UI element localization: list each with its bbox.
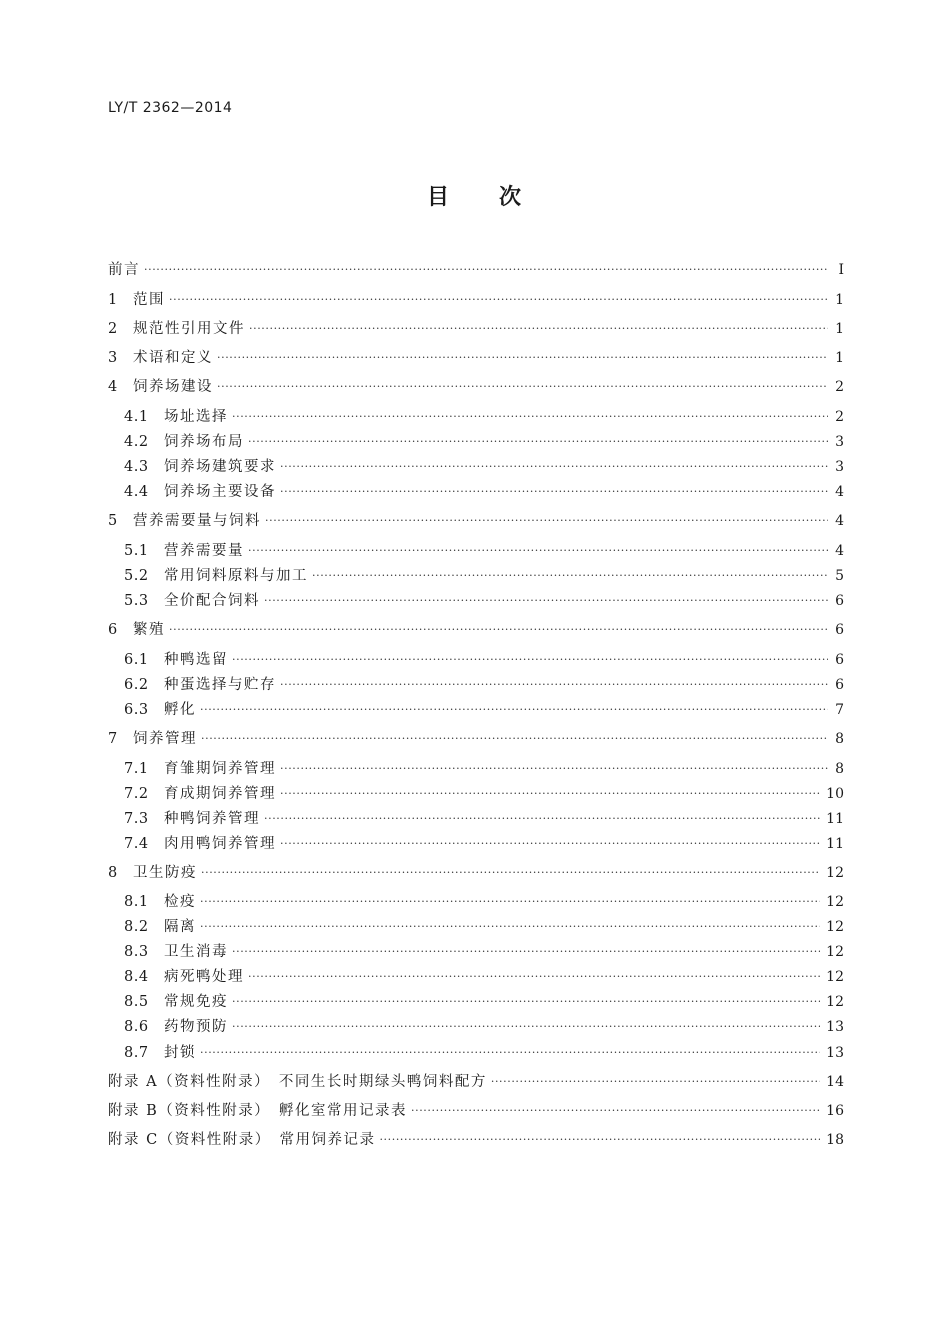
toc-entry-label: 前言 (108, 262, 140, 278)
toc-entry-appendix-a[interactable] (108, 1071, 844, 1093)
toc-leader-dots (280, 758, 828, 780)
toc-leader-dots (232, 941, 820, 963)
toc-entry-label: 饲养场布局 (164, 434, 244, 450)
toc-entry-page: 3 (835, 459, 844, 475)
toc-subentry[interactable] (124, 758, 844, 780)
toc-entry-page: 11 (826, 811, 844, 827)
toc-entry-number: 5.3 (124, 593, 149, 609)
toc-entry-number: 6.2 (124, 677, 149, 693)
toc-subentry[interactable] (124, 916, 844, 938)
toc-entry[interactable] (108, 376, 844, 398)
toc-entry-number: 8.4 (124, 969, 149, 985)
toc-entry-appendix-b[interactable] (108, 1100, 844, 1122)
toc-leader-dots (217, 347, 828, 369)
toc-subentry[interactable] (124, 783, 844, 805)
toc-entry-page: 6 (835, 593, 844, 609)
title-part-1: 目 (426, 185, 451, 210)
toc-subentry[interactable] (124, 431, 844, 453)
toc-entry-label: 场址选择 (164, 409, 228, 425)
toc-leader-dots (265, 510, 828, 532)
toc-entry-number: 8.2 (124, 919, 149, 935)
toc-leader-dots (280, 833, 820, 855)
toc-entry-page: 8 (835, 761, 844, 777)
toc-entry-page: 12 (826, 865, 844, 881)
toc-entry-page: 10 (826, 786, 844, 802)
toc-leader-dots (379, 1129, 820, 1151)
toc-entry-label: 卫生消毒 (164, 944, 228, 960)
toc-entry-label: 检疫 (164, 894, 196, 910)
toc-entry-page: 6 (835, 652, 844, 668)
toc-entry-number: 4.3 (124, 459, 149, 475)
toc-entry-label: 营养需要量 (164, 543, 244, 559)
toc-leader-dots (312, 565, 828, 587)
toc-leader-dots (264, 808, 820, 830)
toc-entry-label: 封锁 (164, 1045, 196, 1061)
toc-entry-label: 种蛋选择与贮存 (164, 677, 276, 693)
toc-entry-label: 育雏期饲养管理 (164, 761, 276, 777)
toc-entry-number: 4.2 (124, 434, 149, 450)
toc-entry-page: 13 (826, 1045, 844, 1061)
toc-entry-label: 种鸭饲养管理 (164, 811, 260, 827)
toc-subentry[interactable] (124, 565, 844, 587)
toc-subentry[interactable] (124, 966, 844, 988)
toc-entry-page: 4 (835, 543, 844, 559)
toc-entry-appendix-c[interactable] (108, 1129, 844, 1151)
toc-subentry[interactable] (124, 1042, 844, 1064)
toc-entry[interactable] (108, 728, 844, 750)
toc-entry-label: 肉用鸭饲养管理 (164, 836, 276, 852)
toc-entry-label: 孵化 (164, 702, 196, 718)
toc-leader-dots (280, 481, 828, 503)
toc-leader-dots (280, 456, 828, 478)
toc-entry-number: 4.1 (124, 409, 149, 425)
toc-entry-label: 全价配合饲料 (164, 593, 260, 609)
title-part-2: 次 (499, 185, 524, 210)
toc-subentry[interactable] (124, 406, 844, 428)
standard-code: LY/T 2362—2014 (108, 100, 233, 116)
toc-leader-dots (232, 991, 820, 1013)
toc-entry[interactable] (108, 862, 844, 884)
toc-entry-number: 6.3 (124, 702, 149, 718)
toc-entry-number: 5.1 (124, 543, 149, 559)
toc-entry-number: 3 (108, 350, 118, 366)
toc-subentry[interactable] (124, 991, 844, 1013)
toc-entry-number: 5 (108, 513, 118, 529)
toc-entry-number: 5.2 (124, 568, 149, 584)
toc-entry-page: 18 (826, 1132, 844, 1148)
toc-entry-page: 16 (826, 1103, 844, 1119)
toc-subentry[interactable] (124, 649, 844, 671)
toc-entry-number: 8.7 (124, 1045, 149, 1061)
toc-leader-dots (491, 1071, 820, 1093)
toc-entry-label: 范围 (133, 292, 165, 308)
toc-entry-page: 8 (835, 731, 844, 747)
toc-entry-page: 12 (826, 919, 844, 935)
toc-entry-page: 5 (835, 568, 844, 584)
toc-entry-page: 12 (826, 894, 844, 910)
toc-entry-page: 2 (835, 379, 844, 395)
toc-entry-page: 1 (835, 350, 844, 366)
toc-entry-page: 4 (835, 484, 844, 500)
toc-subentry[interactable] (124, 456, 844, 478)
toc-entry-number: 7 (108, 731, 118, 747)
toc-entry-number: 8.3 (124, 944, 149, 960)
toc-entry-label: 饲养场建筑要求 (164, 459, 276, 475)
toc-entry-page: 7 (835, 702, 844, 718)
toc-entry-label: 卫生防疫 (133, 865, 197, 881)
toc-leader-dots (169, 619, 828, 641)
toc-entry-number: 8.5 (124, 994, 149, 1010)
toc-entry-page: 11 (826, 836, 844, 852)
toc-entry-page: 3 (835, 434, 844, 450)
toc-entry-number: 8.1 (124, 894, 149, 910)
toc-leader-dots (201, 728, 828, 750)
toc-entry-page: 1 (835, 292, 844, 308)
toc-leader-dots (411, 1100, 820, 1122)
toc-entry-label: 规范性引用文件 (133, 321, 245, 337)
toc-entry-number: 8 (108, 865, 118, 881)
toc-entry-number: 2 (108, 321, 118, 337)
toc-entry-page: Ⅰ (838, 262, 844, 278)
toc-entry-label: 术语和定义 (133, 350, 213, 366)
toc-entry-number: 4.4 (124, 484, 149, 500)
toc-entry-label: 常用饲料原料与加工 (164, 568, 308, 584)
toc-entry-label: 饲养场主要设备 (164, 484, 276, 500)
toc-entry-label: 繁殖 (133, 622, 165, 638)
toc-leader-dots (249, 318, 828, 340)
toc-entry-label: 附录 A（资料性附录） 不同生长时期绿头鸭饲料配方 (108, 1074, 487, 1090)
toc-entry-page: 2 (835, 409, 844, 425)
toc-entry-page: 6 (835, 677, 844, 693)
toc-subentry[interactable] (124, 699, 844, 721)
toc-leader-dots (169, 289, 828, 311)
toc-leader-dots (200, 699, 828, 721)
toc-leader-dots (248, 966, 820, 988)
toc-entry-number: 6 (108, 622, 118, 638)
toc-entry-page: 12 (826, 969, 844, 985)
toc-entry[interactable] (108, 510, 844, 532)
toc-entry-label: 饲养管理 (133, 731, 197, 747)
toc-entry-label: 育成期饲养管理 (164, 786, 276, 802)
toc-leader-dots (217, 376, 828, 398)
toc-leader-dots (248, 431, 828, 453)
toc-entry-number: 7.4 (124, 836, 149, 852)
toc-subentry[interactable] (124, 481, 844, 503)
toc-entry-page: 1 (835, 321, 844, 337)
toc-entry-label: 种鸭选留 (164, 652, 228, 668)
toc-leader-dots (232, 406, 828, 428)
toc-entry-number: 4 (108, 379, 118, 395)
toc-leader-dots (248, 540, 828, 562)
toc-entry-label: 隔离 (164, 919, 196, 935)
toc-leader-dots (200, 1042, 820, 1064)
toc-entry-number: 6.1 (124, 652, 149, 668)
toc-leader-dots (200, 891, 820, 913)
toc-entry[interactable] (108, 347, 844, 369)
toc-subentry[interactable] (124, 833, 844, 855)
toc-entry[interactable] (108, 318, 844, 340)
toc-subentry[interactable] (124, 891, 844, 913)
toc-entry[interactable] (108, 289, 844, 311)
toc-leader-dots (280, 674, 828, 696)
toc-leader-dots (232, 649, 828, 671)
toc-leader-dots (280, 783, 820, 805)
toc-entry-page: 14 (826, 1074, 844, 1090)
toc-subentry[interactable] (124, 540, 844, 562)
toc-entry-label: 病死鸭处理 (164, 969, 244, 985)
toc-entry-page: 6 (835, 622, 844, 638)
toc-entry-page: 12 (826, 944, 844, 960)
toc-leader-dots (264, 590, 828, 612)
toc-leader-dots (200, 916, 820, 938)
toc-entry-label: 营养需要量与饲料 (133, 513, 261, 529)
toc-entry-number: 1 (108, 292, 118, 308)
toc-entry-page: 13 (826, 1019, 844, 1035)
toc-leader-dots (201, 862, 820, 884)
toc-entry-number: 7.3 (124, 811, 149, 827)
toc-subentry[interactable] (124, 941, 844, 963)
toc-entry-label: 饲养场建设 (133, 379, 213, 395)
toc-entry-number: 7.2 (124, 786, 149, 802)
toc-entry-label: 常规免疫 (164, 994, 228, 1010)
toc-entry-page: 4 (835, 513, 844, 529)
toc-entry-label: 药物预防 (164, 1019, 228, 1035)
toc-leader-dots (144, 259, 828, 281)
toc-subentry[interactable] (124, 674, 844, 696)
toc-entry-number: 7.1 (124, 761, 149, 777)
toc-entry-number: 8.6 (124, 1019, 149, 1035)
toc-entry-label: 附录 B（资料性附录） 孵化室常用记录表 (108, 1103, 408, 1119)
toc-entry-page: 12 (826, 994, 844, 1010)
toc-subentry[interactable] (124, 1016, 844, 1038)
toc-entry-foreword[interactable] (108, 259, 844, 281)
toc-subentry[interactable] (124, 808, 844, 830)
toc-subentry[interactable] (124, 590, 844, 612)
toc-entry[interactable] (108, 619, 844, 641)
toc-leader-dots (232, 1016, 820, 1038)
toc-entry-label: 附录 C（资料性附录） 常用饲养记录 (108, 1132, 376, 1148)
